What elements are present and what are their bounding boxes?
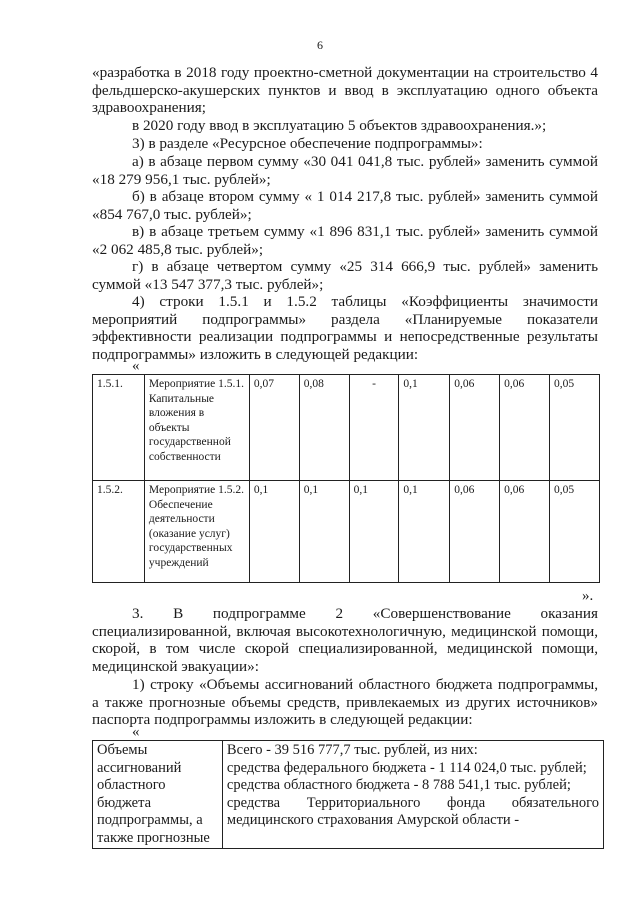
table-row <box>93 741 604 849</box>
paragraph-2: в 2020 году ввод в эксплуатацию 5 объектов здравоохранения.»; <box>132 117 547 134</box>
label-line: областного <box>97 777 166 793</box>
value-cell: 0,1 <box>399 481 450 583</box>
budget-total: Всего - 39 516 777,7 тыс. рублей, из них: <box>226 742 478 758</box>
coefficients-table <box>92 374 600 583</box>
value-cell: 0,07 <box>249 375 299 481</box>
label-line: также прогнозные <box>97 829 210 846</box>
quote-close-1: ». <box>582 588 594 604</box>
value-cell: 0,06 <box>500 481 550 583</box>
event-name: Мероприятие 1.5.1. Капитальные вложения в объекты государственной собственности <box>144 375 249 481</box>
value-cell: 0,08 <box>299 375 349 481</box>
budget-value-cell <box>222 741 603 849</box>
budget-fund: средства Территориального фонда обязательного медицинского страхования Амурской области - <box>226 794 599 828</box>
label-line: бюджета <box>97 794 152 811</box>
value-cell: 0,05 <box>550 481 600 583</box>
paragraph-4a: а) в абзаце первом сумму «30 041 041,8 тыс. рублей» заменить суммой «18 279 956,1 тыс. рублей»; <box>92 153 598 188</box>
budget-table <box>92 740 604 849</box>
value-cell: 0,06 <box>450 375 500 481</box>
value-cell: 0,06 <box>500 375 550 481</box>
value-cell: 0,1 <box>349 481 399 583</box>
page-number: 6 <box>317 38 323 52</box>
event-name: Мероприятие 1.5.2. Обеспечение деятельности (оказание услуг) государственных учреждений <box>144 481 249 583</box>
quote-open-2: « <box>132 724 140 740</box>
paragraph-4c: в) в абзаце третьем сумму «1 896 831,1 тыс. рублей» заменить суммой «2 062 485,8 тыс. рублей»; <box>92 223 598 258</box>
paragraph-1: «разработка в 2018 году проектно-сметной документации на строительство 4 фельдшерско-акушерских пунктов и ввод в эксплуатацию одного объекта здравоохранения; <box>92 64 598 117</box>
value-cell: - <box>349 375 399 481</box>
budget-regional: средства областного бюджета - 8 788 541,1 тыс. рублей; <box>226 777 571 793</box>
row-number: 1.5.1. <box>93 375 145 481</box>
value-cell: 0,1 <box>249 481 299 583</box>
budget-federal: средства федерального бюджета - 1 114 024,0 тыс. рублей; <box>226 759 587 776</box>
value-cell: 0,05 <box>550 375 600 481</box>
paragraph-4b: б) в абзаце втором сумму « 1 014 217,8 тыс. рублей» заменить суммой «854 767,0 тыс. рублей»; <box>92 188 598 223</box>
value-cell: 0,1 <box>399 375 450 481</box>
paragraph-3: 3) в разделе «Ресурсное обеспечение подпрограммы»: <box>132 135 483 152</box>
label-line: подпрограммы, а <box>97 812 203 828</box>
paragraph-6: 3. В подпрограмме 2 «Совершенствование оказания специализированной, включая высокотехнологичную, медицинской помощи, скорой, в том числе скорой специализированной, медицинской помощи, медицинской эвакуации»: <box>92 605 598 675</box>
label-line: ассигнований <box>97 759 182 776</box>
paragraph-7: 1) строку «Объемы ассигнований областного бюджета подпрограммы, а также прогнозные объемы средств, привлекаемых из других источников» паспорта подпрограммы изложить в следующей редакции: <box>92 676 598 729</box>
value-cell: 0,1 <box>299 481 349 583</box>
row-number: 1.5.2. <box>93 481 145 583</box>
table-row <box>93 375 600 481</box>
quote-open-1: « <box>132 358 140 374</box>
paragraph-5: 4) строки 1.5.1 и 1.5.2 таблицы «Коэффициенты значимости мероприятий подпрограммы» раздела «Планируемые показатели эффективности реализации подпрограммы и непосредственные результаты подпрограммы» изложить в следующей редакции: <box>92 293 598 363</box>
budget-label-cell <box>93 741 223 849</box>
value-cell: 0,06 <box>450 481 500 583</box>
label-line: Объемы <box>97 742 148 758</box>
table-row <box>93 481 600 583</box>
paragraph-4d: г) в абзаце четвертом сумму «25 314 666,9 тыс. рублей» заменить суммой «13 547 377,3 тыс. рублей»; <box>92 258 598 293</box>
